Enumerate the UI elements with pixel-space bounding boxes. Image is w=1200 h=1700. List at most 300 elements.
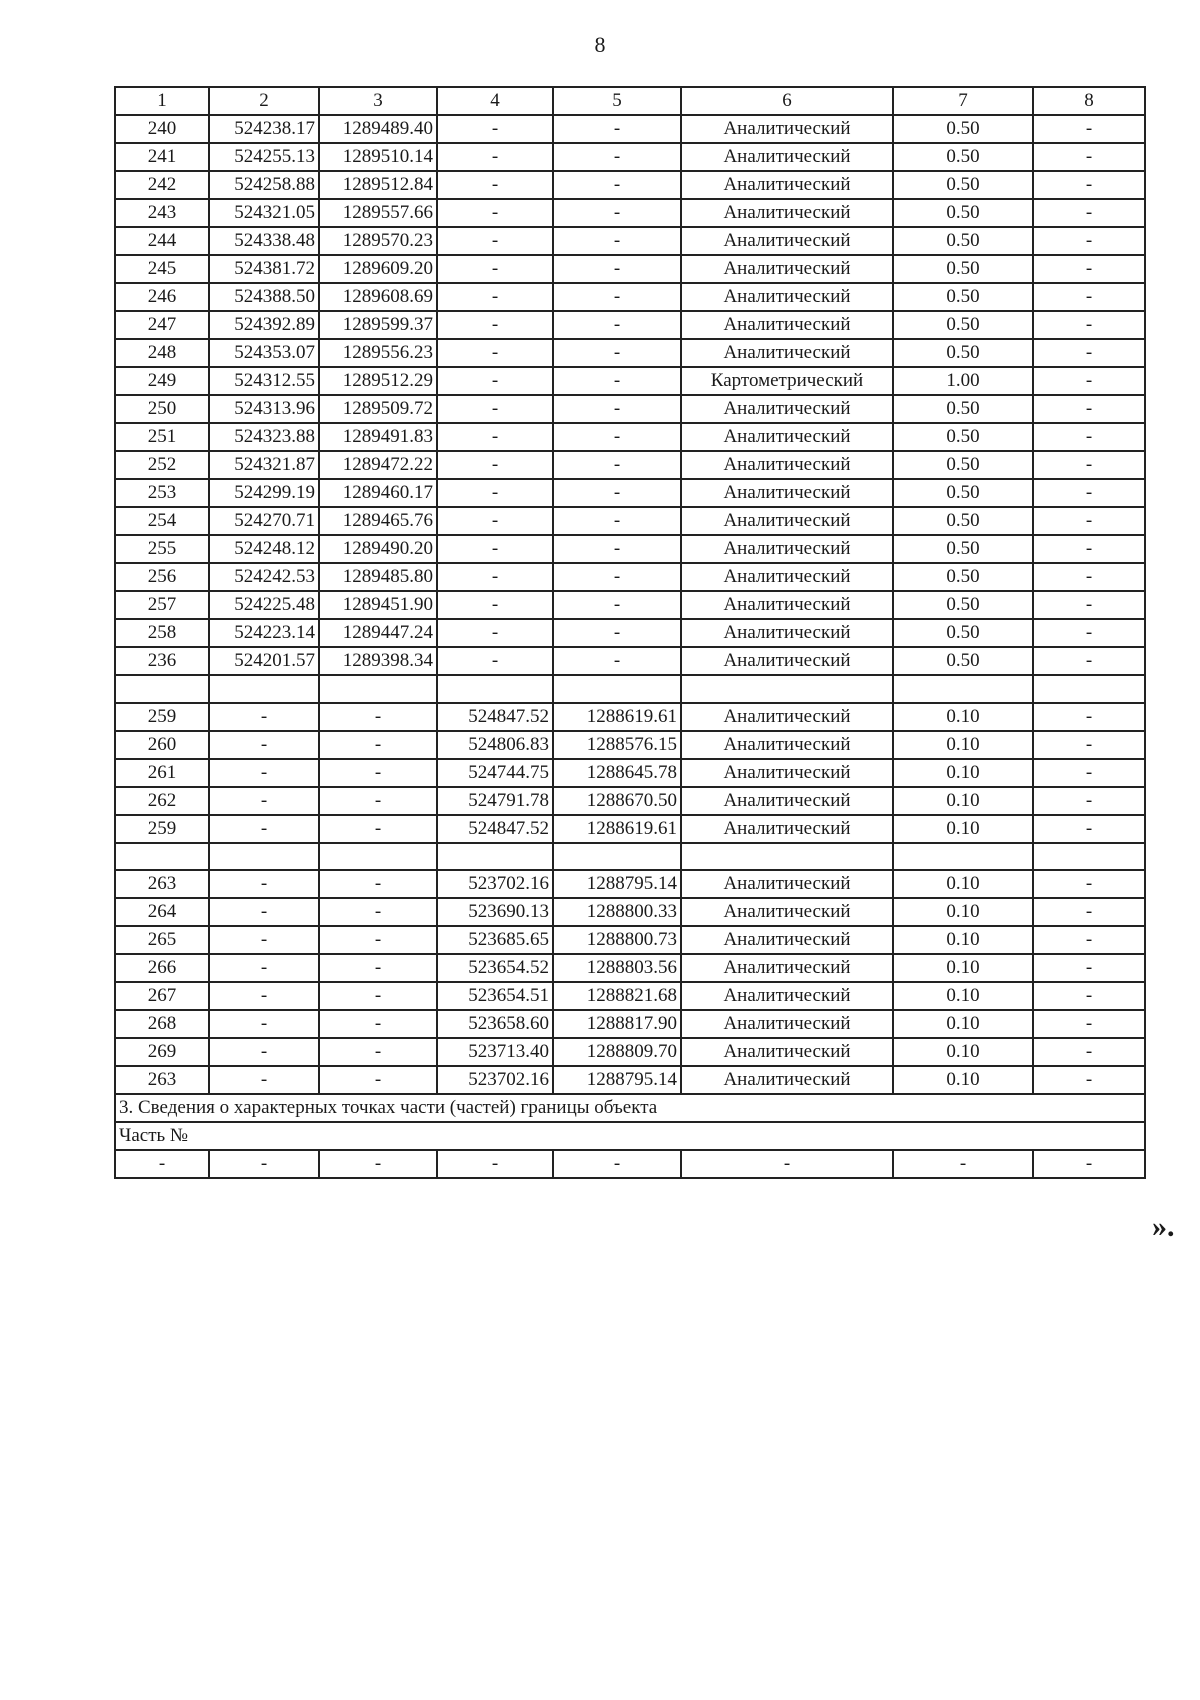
table-cell: 1289510.14 <box>319 143 437 171</box>
table-cell: Аналитический <box>681 339 893 367</box>
table-row <box>115 731 1145 759</box>
table-cell: - <box>319 1066 437 1094</box>
empty-cell <box>681 675 893 703</box>
table-cell: 1.00 <box>893 367 1033 395</box>
table-cell: Аналитический <box>681 255 893 283</box>
table-cell: 524312.55 <box>209 367 319 395</box>
table-cell: - <box>681 1150 893 1178</box>
table-cell: - <box>437 591 553 619</box>
table-cell: 0.10 <box>893 759 1033 787</box>
table-cell: Аналитический <box>681 507 893 535</box>
table-cell: 261 <box>115 759 209 787</box>
table-cell: 1288670.50 <box>553 787 681 815</box>
table-row <box>115 898 1145 926</box>
table-cell: 259 <box>115 815 209 843</box>
table-cell: - <box>1033 563 1145 591</box>
table-row <box>115 199 1145 227</box>
table-cell: 1289460.17 <box>319 479 437 507</box>
table-row <box>115 171 1145 199</box>
table-cell: 524847.52 <box>437 703 553 731</box>
table-row <box>115 227 1145 255</box>
table-cell: 1289490.20 <box>319 535 437 563</box>
table-cell: - <box>319 703 437 731</box>
table-row <box>115 479 1145 507</box>
table-cell: 1289599.37 <box>319 311 437 339</box>
table-cell: 1289472.22 <box>319 451 437 479</box>
table-cell: - <box>115 1150 209 1178</box>
table-cell: 253 <box>115 479 209 507</box>
table-cell: Картометрический <box>681 367 893 395</box>
table-cell: - <box>209 1038 319 1066</box>
table-cell: 524225.48 <box>209 591 319 619</box>
table-cell: 0.50 <box>893 535 1033 563</box>
table-cell: Аналитический <box>681 451 893 479</box>
table-cell: 1289485.80 <box>319 563 437 591</box>
empty-cell <box>319 675 437 703</box>
table-cell: - <box>1033 339 1145 367</box>
table-row <box>115 423 1145 451</box>
table-cell: - <box>437 367 553 395</box>
table-cell: 263 <box>115 870 209 898</box>
table-row <box>115 1150 1145 1178</box>
table-cell: 0.50 <box>893 199 1033 227</box>
table-cell: Аналитический <box>681 1066 893 1094</box>
table-row <box>115 563 1145 591</box>
table-cell: - <box>209 815 319 843</box>
table-cell: - <box>1033 255 1145 283</box>
table-row <box>115 591 1145 619</box>
table-cell: - <box>553 283 681 311</box>
table-cell: - <box>1033 199 1145 227</box>
table-cell: Аналитический <box>681 647 893 675</box>
table-row <box>115 1010 1145 1038</box>
table-cell: - <box>437 199 553 227</box>
table-cell: - <box>553 507 681 535</box>
table-cell: 4 <box>437 87 553 115</box>
table-cell: - <box>553 255 681 283</box>
table-cell: 0.10 <box>893 1010 1033 1038</box>
table-cell: 249 <box>115 367 209 395</box>
table-cell: 1289512.84 <box>319 171 437 199</box>
table-cell: - <box>1033 870 1145 898</box>
table-cell: 255 <box>115 535 209 563</box>
table-row <box>115 367 1145 395</box>
table-cell: - <box>209 898 319 926</box>
table-cell: 1289609.20 <box>319 255 437 283</box>
table-cell: - <box>553 199 681 227</box>
table-cell: 0.50 <box>893 171 1033 199</box>
table-cell: 0.10 <box>893 731 1033 759</box>
table-cell: - <box>1033 619 1145 647</box>
table-cell: Аналитический <box>681 227 893 255</box>
table-row <box>115 507 1145 535</box>
table-cell: - <box>437 339 553 367</box>
table-cell: - <box>1033 982 1145 1010</box>
table-cell: 1289465.76 <box>319 507 437 535</box>
table-cell: Аналитический <box>681 1010 893 1038</box>
part-number-label-text: Часть № <box>115 1122 1145 1150</box>
table-cell: 0.50 <box>893 563 1033 591</box>
table-cell: Аналитический <box>681 591 893 619</box>
table-cell: 6 <box>681 87 893 115</box>
table-cell: 524299.19 <box>209 479 319 507</box>
table-cell: - <box>319 954 437 982</box>
table-cell: - <box>553 591 681 619</box>
table-cell: 242 <box>115 171 209 199</box>
table-cell: 1288619.61 <box>553 815 681 843</box>
table-cell: - <box>893 1150 1033 1178</box>
table-cell: - <box>1033 1010 1145 1038</box>
table-cell: - <box>553 311 681 339</box>
table-cell: - <box>319 815 437 843</box>
table-cell: 524388.50 <box>209 283 319 311</box>
table-cell: - <box>1033 787 1145 815</box>
table-cell: 524744.75 <box>437 759 553 787</box>
table-cell: Аналитический <box>681 926 893 954</box>
table-row <box>115 143 1145 171</box>
table-cell: Аналитический <box>681 731 893 759</box>
table-cell: Аналитический <box>681 815 893 843</box>
empty-cell <box>553 843 681 871</box>
table-cell: - <box>553 395 681 423</box>
table-cell: 0.10 <box>893 898 1033 926</box>
section-3-heading-text: 3. Сведения о характерных точках части (частей) границы объекта <box>115 1094 1145 1122</box>
table-cell: - <box>209 1150 319 1178</box>
table-cell: - <box>209 954 319 982</box>
table-cell: - <box>209 870 319 898</box>
table-row <box>115 619 1145 647</box>
table-cell: Аналитический <box>681 982 893 1010</box>
table-cell: - <box>1033 898 1145 926</box>
table-cell: - <box>1033 1066 1145 1094</box>
table-cell: 1288645.78 <box>553 759 681 787</box>
table-cell: 1289451.90 <box>319 591 437 619</box>
table-cell: - <box>437 395 553 423</box>
table-cell: Аналитический <box>681 954 893 982</box>
table-cell: 251 <box>115 423 209 451</box>
table-cell: - <box>319 1038 437 1066</box>
table-cell: - <box>1033 367 1145 395</box>
table-cell: - <box>1033 731 1145 759</box>
table-cell: - <box>209 1010 319 1038</box>
table-cell: 245 <box>115 255 209 283</box>
table-cell: 1288821.68 <box>553 982 681 1010</box>
empty-separator-row <box>115 675 1145 703</box>
table-cell: 1289509.72 <box>319 395 437 423</box>
table-row <box>115 339 1145 367</box>
table-cell: - <box>1033 815 1145 843</box>
table-cell: 523690.13 <box>437 898 553 926</box>
table-cell: - <box>209 787 319 815</box>
table-cell: - <box>553 143 681 171</box>
table-cell: - <box>437 563 553 591</box>
table-row <box>115 255 1145 283</box>
table-cell: 0.50 <box>893 591 1033 619</box>
table-cell: Аналитический <box>681 619 893 647</box>
table-cell: 524323.88 <box>209 423 319 451</box>
table-cell: 5 <box>553 87 681 115</box>
table-cell: 250 <box>115 395 209 423</box>
table-row <box>115 395 1145 423</box>
table-cell: - <box>553 227 681 255</box>
table-cell: 268 <box>115 1010 209 1038</box>
table-cell: - <box>553 563 681 591</box>
table-cell: 1289570.23 <box>319 227 437 255</box>
table-row <box>115 703 1145 731</box>
table-cell: 256 <box>115 563 209 591</box>
table-cell: 0.10 <box>893 703 1033 731</box>
table-cell: 0.10 <box>893 870 1033 898</box>
table-cell: 0.10 <box>893 815 1033 843</box>
table-cell: Аналитический <box>681 787 893 815</box>
table-cell: 1289491.83 <box>319 423 437 451</box>
empty-cell <box>893 843 1033 871</box>
table-cell: - <box>1033 479 1145 507</box>
table-cell: 1289512.29 <box>319 367 437 395</box>
table-cell: 0.10 <box>893 954 1033 982</box>
table-cell: 258 <box>115 619 209 647</box>
table-cell: - <box>437 423 553 451</box>
table-cell: - <box>319 731 437 759</box>
table-cell: 524338.48 <box>209 227 319 255</box>
table-cell: - <box>1033 507 1145 535</box>
coordinates-table <box>114 86 1146 1179</box>
part-number-label <box>115 1122 1145 1150</box>
table-cell: 524201.57 <box>209 647 319 675</box>
table-row <box>115 283 1145 311</box>
table-cell: 0.50 <box>893 479 1033 507</box>
table-cell: - <box>209 1066 319 1094</box>
table-cell: - <box>437 143 553 171</box>
table-cell: 523685.65 <box>437 926 553 954</box>
table-cell: - <box>209 703 319 731</box>
table-cell: 259 <box>115 703 209 731</box>
table-cell: 523654.51 <box>437 982 553 1010</box>
table-cell: Аналитический <box>681 115 893 143</box>
empty-cell <box>1033 843 1145 871</box>
table-cell: 524258.88 <box>209 171 319 199</box>
table-cell: 262 <box>115 787 209 815</box>
table-cell: 524238.17 <box>209 115 319 143</box>
table-cell: Аналитический <box>681 759 893 787</box>
table-row <box>115 115 1145 143</box>
table-cell: - <box>437 535 553 563</box>
table-cell: - <box>553 619 681 647</box>
table-cell: Аналитический <box>681 563 893 591</box>
table-cell: 524381.72 <box>209 255 319 283</box>
table-cell: - <box>1033 115 1145 143</box>
table-cell: - <box>1033 1150 1145 1178</box>
table-row <box>115 647 1145 675</box>
table-cell: Аналитический <box>681 479 893 507</box>
table-cell: - <box>437 647 553 675</box>
table-cell: - <box>553 451 681 479</box>
table-cell: 1288795.14 <box>553 1066 681 1094</box>
table-cell: 524353.07 <box>209 339 319 367</box>
table-cell: 1289557.66 <box>319 199 437 227</box>
table-cell: 1289398.34 <box>319 647 437 675</box>
table-cell: Аналитический <box>681 395 893 423</box>
table-cell: - <box>1033 423 1145 451</box>
table-cell: 263 <box>115 1066 209 1094</box>
table-cell: Аналитический <box>681 283 893 311</box>
table-row <box>115 870 1145 898</box>
empty-cell <box>209 675 319 703</box>
table-cell: - <box>437 171 553 199</box>
table-cell: 524392.89 <box>209 311 319 339</box>
empty-cell <box>681 843 893 871</box>
table-row <box>115 451 1145 479</box>
table-cell: - <box>1033 283 1145 311</box>
table-cell: 1288795.14 <box>553 870 681 898</box>
table-cell: - <box>553 115 681 143</box>
table-cell: - <box>553 1150 681 1178</box>
table-cell: 524223.14 <box>209 619 319 647</box>
table-cell: - <box>319 759 437 787</box>
table-cell: 1289447.24 <box>319 619 437 647</box>
table-cell: 523702.16 <box>437 870 553 898</box>
table-cell: Аналитический <box>681 311 893 339</box>
table-cell: - <box>437 255 553 283</box>
table-cell: 524255.13 <box>209 143 319 171</box>
table-cell: 246 <box>115 283 209 311</box>
table-cell: - <box>553 171 681 199</box>
table-cell: 523654.52 <box>437 954 553 982</box>
table-cell: 523713.40 <box>437 1038 553 1066</box>
table-cell: - <box>553 535 681 563</box>
table-cell: - <box>209 731 319 759</box>
table-cell: 524321.05 <box>209 199 319 227</box>
table-cell: 2 <box>209 87 319 115</box>
empty-separator-row <box>115 843 1145 871</box>
table-cell: 266 <box>115 954 209 982</box>
table-cell: 0.50 <box>893 227 1033 255</box>
table-cell: 524806.83 <box>437 731 553 759</box>
empty-cell <box>115 675 209 703</box>
table-cell: Аналитический <box>681 1038 893 1066</box>
empty-cell <box>209 843 319 871</box>
table-cell: - <box>437 311 553 339</box>
section-3-heading <box>115 1094 1145 1122</box>
empty-cell <box>319 843 437 871</box>
table-cell: 0.50 <box>893 143 1033 171</box>
table-cell: 0.50 <box>893 339 1033 367</box>
table-cell: 0.50 <box>893 311 1033 339</box>
table-cell: 0.10 <box>893 787 1033 815</box>
table-cell: - <box>437 227 553 255</box>
table-cell: - <box>1033 703 1145 731</box>
table-cell: 524847.52 <box>437 815 553 843</box>
table-cell: 1289608.69 <box>319 283 437 311</box>
table-cell: - <box>1033 395 1145 423</box>
table-cell: 1 <box>115 87 209 115</box>
table-cell: - <box>1033 535 1145 563</box>
table-cell: - <box>209 982 319 1010</box>
table-cell: 247 <box>115 311 209 339</box>
table-cell: 1288817.90 <box>553 1010 681 1038</box>
table-cell: - <box>1033 171 1145 199</box>
table-cell: 240 <box>115 115 209 143</box>
table-cell: - <box>1033 143 1145 171</box>
table-cell: 260 <box>115 731 209 759</box>
table-row <box>115 759 1145 787</box>
table-cell: 1288809.70 <box>553 1038 681 1066</box>
table-cell: 243 <box>115 199 209 227</box>
table-cell: - <box>319 898 437 926</box>
table-cell: Аналитический <box>681 143 893 171</box>
table-cell: - <box>1033 759 1145 787</box>
table-cell: - <box>319 787 437 815</box>
table-cell: 0.10 <box>893 1066 1033 1094</box>
table-cell: 0.50 <box>893 395 1033 423</box>
table-cell: 524248.12 <box>209 535 319 563</box>
table-cell: - <box>437 115 553 143</box>
table-cell: - <box>437 507 553 535</box>
table-cell: - <box>1033 591 1145 619</box>
empty-cell <box>553 675 681 703</box>
table-cell: - <box>1033 954 1145 982</box>
table-cell: - <box>553 647 681 675</box>
empty-cell <box>115 843 209 871</box>
table-cell: 257 <box>115 591 209 619</box>
empty-cell <box>1033 675 1145 703</box>
empty-cell <box>893 675 1033 703</box>
table-cell: - <box>553 423 681 451</box>
table-cell: - <box>1033 451 1145 479</box>
table-cell: Аналитический <box>681 171 893 199</box>
table-cell: 1288800.73 <box>553 926 681 954</box>
table-row <box>115 982 1145 1010</box>
table-cell: 269 <box>115 1038 209 1066</box>
table-cell: 1289489.40 <box>319 115 437 143</box>
table-cell: - <box>437 619 553 647</box>
table-cell: 0.50 <box>893 115 1033 143</box>
table-cell: 244 <box>115 227 209 255</box>
table-cell: - <box>1033 1038 1145 1066</box>
table-cell: - <box>1033 926 1145 954</box>
table-cell: Аналитический <box>681 535 893 563</box>
table-cell: 523658.60 <box>437 1010 553 1038</box>
table-cell: - <box>437 1150 553 1178</box>
empty-cell <box>437 675 553 703</box>
table-cell: 1288800.33 <box>553 898 681 926</box>
table-cell: 0.10 <box>893 926 1033 954</box>
table-cell: - <box>553 479 681 507</box>
table-cell: - <box>319 982 437 1010</box>
table-cell: - <box>553 339 681 367</box>
table-cell: 264 <box>115 898 209 926</box>
table-row <box>115 535 1145 563</box>
table-row <box>115 926 1145 954</box>
table-cell: 0.10 <box>893 1038 1033 1066</box>
table-cell: 0.50 <box>893 647 1033 675</box>
table-cell: - <box>209 759 319 787</box>
table-cell: Аналитический <box>681 199 893 227</box>
table-cell: 523702.16 <box>437 1066 553 1094</box>
table-cell: 254 <box>115 507 209 535</box>
table-cell: Аналитический <box>681 423 893 451</box>
table-cell: 0.50 <box>893 619 1033 647</box>
table-cell: 0.10 <box>893 982 1033 1010</box>
table-row <box>115 954 1145 982</box>
table-cell: - <box>319 926 437 954</box>
table-cell: - <box>437 283 553 311</box>
table-cell: 252 <box>115 451 209 479</box>
table-row <box>115 311 1145 339</box>
table-cell: 1288576.15 <box>553 731 681 759</box>
table-row <box>115 815 1145 843</box>
table-cell: 0.50 <box>893 451 1033 479</box>
